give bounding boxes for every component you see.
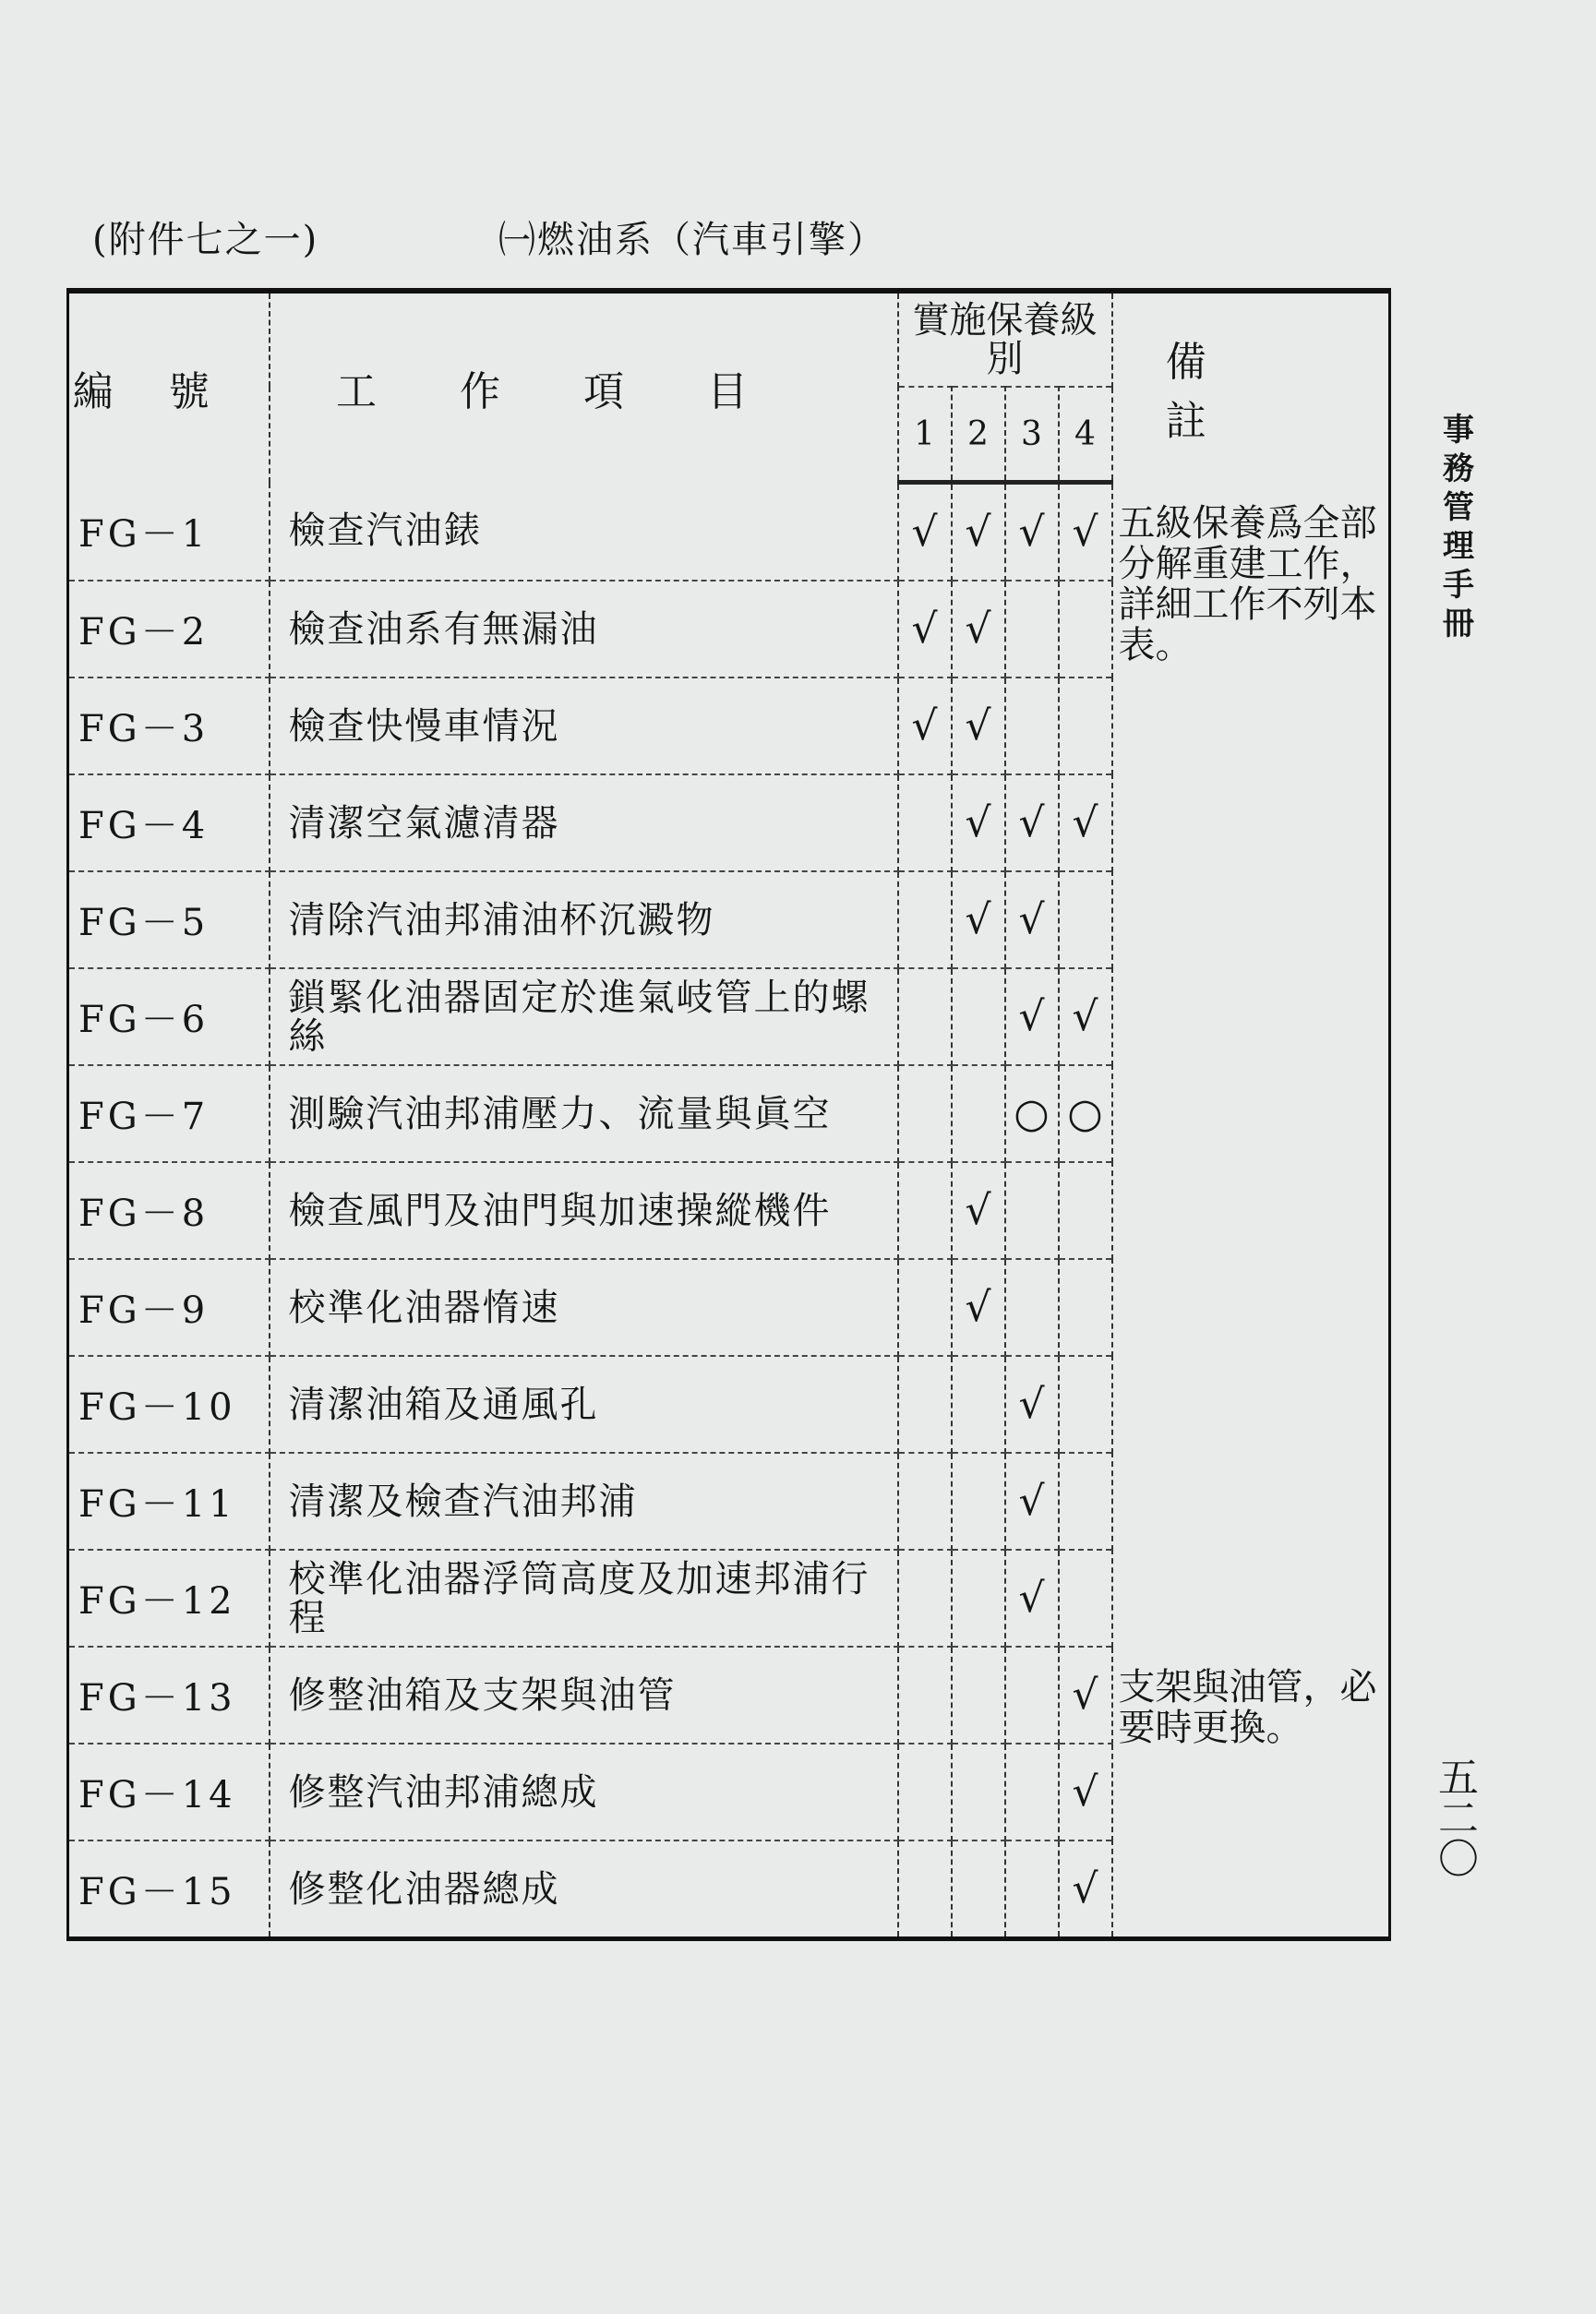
row-code: FG－6 [68, 968, 270, 1065]
grade-2-mark: √ [952, 677, 1005, 774]
table-row [68, 1647, 1390, 1744]
section-title: ㈠燃油系（汽車引擎） [498, 219, 886, 261]
grade-3-mark: √ [1005, 483, 1059, 581]
row-item: 清潔及檢查汽油邦浦 [270, 1453, 898, 1550]
grade-3-mark [1005, 581, 1059, 677]
grade-4-mark [1059, 1550, 1112, 1647]
grade-3-mark: √ [1005, 1453, 1059, 1550]
grade-1-mark [898, 1550, 952, 1647]
row-item: 檢查油系有無漏油 [270, 581, 898, 677]
grade-3-mark [1005, 1647, 1059, 1744]
row-item: 清潔空氣濾清器 [270, 774, 898, 871]
grade-1-mark [898, 1356, 952, 1453]
grade-2-mark: √ [952, 581, 1005, 677]
grade-3-mark: √ [1005, 968, 1059, 1065]
row-code: FG－3 [68, 677, 270, 774]
page-number: 五二〇 [1438, 1755, 1479, 1883]
row-code: FG－11 [68, 1453, 270, 1550]
grade-3-mark [1005, 1259, 1059, 1356]
row-item: 測驗汽油邦浦壓力、流量與眞空 [270, 1065, 898, 1162]
grade-4-mark [1059, 1259, 1112, 1356]
table-row [68, 483, 1390, 581]
grade-1-mark [898, 1259, 952, 1356]
grade-2-mark [952, 1744, 1005, 1840]
grade-3-mark: ○ [1005, 1065, 1059, 1162]
grade-4-mark: √ [1059, 1744, 1112, 1840]
grade-3-mark: √ [1005, 1550, 1059, 1647]
header-grade: 實施保養級別 [898, 291, 1112, 387]
row-code: FG－15 [68, 1840, 270, 1939]
grade-1-mark: √ [898, 677, 952, 774]
row-code: FG－1 [68, 483, 270, 581]
row-code: FG－5 [68, 871, 270, 968]
grade-1-mark [898, 968, 952, 1065]
grade-4-mark [1059, 677, 1112, 774]
side-book-title: 事務管理手冊 [1443, 412, 1474, 642]
grade-2-mark [952, 1840, 1005, 1939]
grade-2-mark: √ [952, 871, 1005, 968]
row-code: FG－7 [68, 1065, 270, 1162]
row-item: 清除汽油邦浦油杯沉澱物 [270, 871, 898, 968]
row-item: 檢查汽油錶 [270, 483, 898, 581]
grade-4-mark: ○ [1059, 1065, 1112, 1162]
grade-1-mark [898, 1744, 952, 1840]
grade-1-mark [898, 1453, 952, 1550]
header-item: 工作項目 [270, 291, 898, 483]
grade-1-mark [898, 871, 952, 968]
row-item: 清潔油箱及通風孔 [270, 1356, 898, 1453]
grade-4-mark: √ [1059, 774, 1112, 871]
grade-1-mark: √ [898, 483, 952, 581]
grade-4-mark [1059, 1356, 1112, 1453]
grade-2-mark: √ [952, 1259, 1005, 1356]
grade-2-mark [952, 1647, 1005, 1744]
maintenance-table [66, 288, 1391, 1941]
grade-2-mark: √ [952, 1162, 1005, 1259]
grade-3-header: 3 [1005, 387, 1059, 483]
grade-2-mark [952, 1356, 1005, 1453]
grade-4-mark: √ [1059, 483, 1112, 581]
grade-4-mark: √ [1059, 1647, 1112, 1744]
grade-2-mark: √ [952, 774, 1005, 871]
row-code: FG－4 [68, 774, 270, 871]
grade-3-mark: √ [1005, 1356, 1059, 1453]
row-code: FG－12 [68, 1550, 270, 1647]
grade-1-mark [898, 1162, 952, 1259]
remarks-note-2: 支架與油管，必要時更換。 [1112, 1647, 1390, 1939]
row-item: 校準化油器浮筒高度及加速邦浦行程 [270, 1550, 898, 1647]
grade-4-mark [1059, 871, 1112, 968]
grade-4-mark [1059, 581, 1112, 677]
grade-2-header: 2 [952, 387, 1005, 483]
grade-3-mark [1005, 677, 1059, 774]
header-remarks: 備註 [1112, 291, 1390, 483]
grade-2-mark: √ [952, 483, 1005, 581]
header-code: 編號 [68, 291, 270, 483]
grade-2-mark [952, 1065, 1005, 1162]
row-item: 校準化油器惰速 [270, 1259, 898, 1356]
grade-4-mark [1059, 1453, 1112, 1550]
grade-4-mark: √ [1059, 968, 1112, 1065]
grade-3-mark [1005, 1744, 1059, 1840]
grade-3-mark: √ [1005, 871, 1059, 968]
row-item: 修整油箱及支架與油管 [270, 1647, 898, 1744]
grade-2-mark [952, 1453, 1005, 1550]
grade-2-mark [952, 968, 1005, 1065]
row-code: FG－10 [68, 1356, 270, 1453]
row-code: FG－2 [68, 581, 270, 677]
document-reference: (附件七之一) [92, 219, 319, 261]
remarks-note-1: 五級保養爲全部分解重建工作，詳細工作不列本表。 [1112, 483, 1390, 1648]
grade-1-mark [898, 1065, 952, 1162]
grade-1-mark [898, 774, 952, 871]
row-item: 修整化油器總成 [270, 1840, 898, 1939]
row-item: 檢查快慢車情況 [270, 677, 898, 774]
row-code: FG－13 [68, 1647, 270, 1744]
row-item: 檢查風門及油門與加速操縱機件 [270, 1162, 898, 1259]
grade-3-mark [1005, 1840, 1059, 1939]
grade-1-mark [898, 1840, 952, 1939]
grade-4-header: 4 [1059, 387, 1112, 483]
row-code: FG－8 [68, 1162, 270, 1259]
row-item: 鎖緊化油器固定於進氣岐管上的螺絲 [270, 968, 898, 1065]
row-code: FG－14 [68, 1744, 270, 1840]
grade-3-mark: √ [1005, 774, 1059, 871]
grade-1-mark [898, 1647, 952, 1744]
grade-1-header: 1 [898, 387, 952, 483]
grade-3-mark [1005, 1162, 1059, 1259]
grade-4-mark [1059, 1162, 1112, 1259]
grade-4-mark: √ [1059, 1840, 1112, 1939]
row-item: 修整汽油邦浦總成 [270, 1744, 898, 1840]
row-code: FG－9 [68, 1259, 270, 1356]
grade-2-mark [952, 1550, 1005, 1647]
grade-1-mark: √ [898, 581, 952, 677]
